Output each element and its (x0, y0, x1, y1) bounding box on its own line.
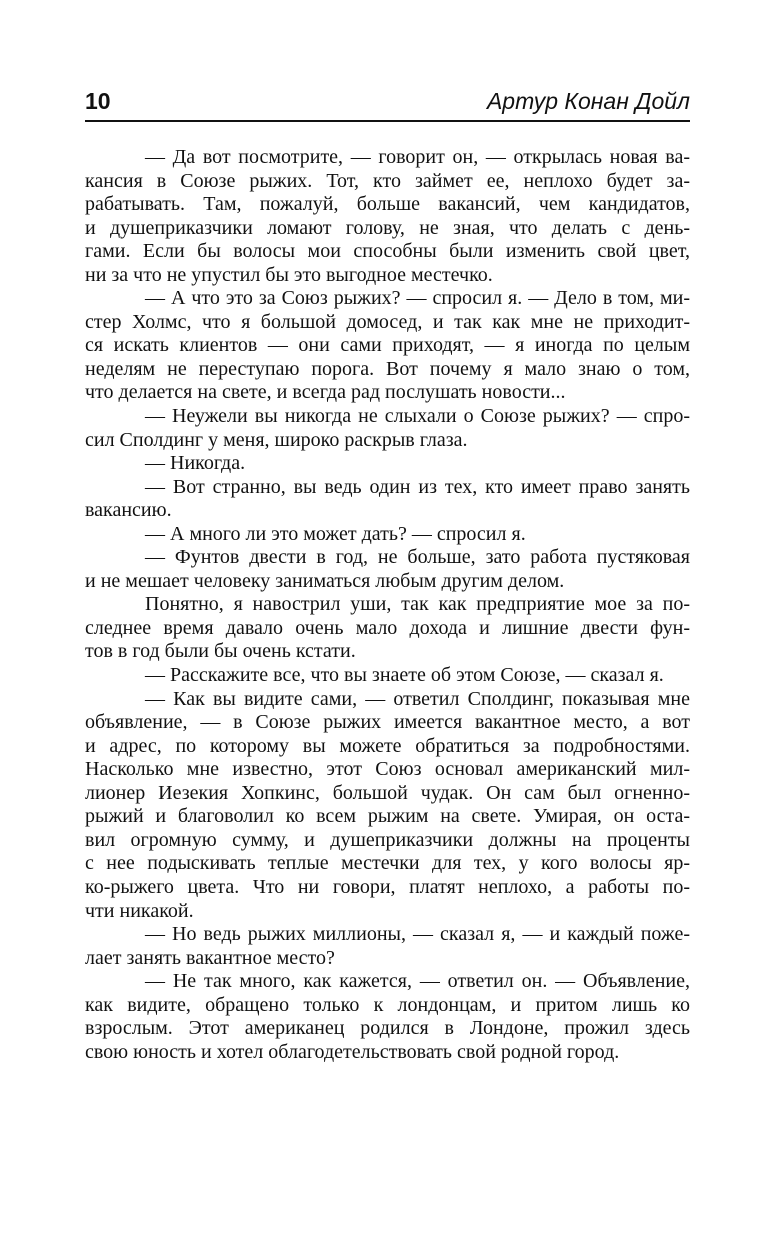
text-line: — Неужели вы никогда не слыхали о Союзе рыжих? — спро- (145, 405, 690, 428)
paragraph (85, 287, 690, 405)
text-line: ко-рыжего цвета. Что ни говори, платят неплохо, а работы по- (85, 875, 690, 898)
text-line: лает занять вакантное место? (85, 946, 335, 969)
running-head-author: Артур Конан Дойл (486, 88, 690, 114)
text-line: с нее подыскивать теплые местечки для тех, у кого волосы яр- (85, 852, 690, 875)
body-text (85, 146, 690, 1064)
text-line: вил огромную сумму, и душеприказчики должны на проценты (85, 828, 690, 851)
paragraph (85, 452, 690, 476)
text-line: Понятно, я навострил уши, так как предприятие мое за по- (145, 593, 690, 616)
paragraph (85, 523, 690, 547)
text-line: объявление, — в Союзе рыжих имеется вакантное место, а вот (85, 711, 690, 734)
text-line: и душеприказчики ломают голову, не зная, что делать с день- (85, 216, 690, 239)
text-line: — Но ведь рыжих миллионы, — сказал я, — и каждый поже- (145, 923, 690, 946)
text-line: — Никогда. (145, 452, 246, 475)
text-line: вакансию. (85, 499, 172, 522)
paragraph (85, 146, 690, 287)
text-line: ни за что не упустил бы это выгодное местечко. (85, 263, 493, 286)
text-line: и не мешает человеку заниматься любым другим делом. (85, 569, 565, 592)
text-line: и адрес, по которому вы можете обратиться за подробностями. (85, 734, 690, 757)
text-line: — Вот странно, вы ведь один из тех, кто имеет право занять (145, 475, 690, 498)
text-line: лионер Иезекия Хопкинс, большой чудак. Он сам был огненно- (85, 781, 690, 804)
text-line: что делается на свете, и всегда рад послушать новости... (85, 381, 566, 404)
text-line: — Фунтов двести в год, не больше, зато работа пустяковая (145, 546, 690, 569)
text-line: — А много ли это может дать? — спросил я. (145, 522, 526, 545)
text-line: тов в год были бы очень кстати. (85, 640, 356, 663)
page-header (85, 88, 690, 120)
paragraph (85, 546, 690, 593)
text-line: следнее время давало очень мало дохода и лишние двести фун- (85, 616, 690, 639)
text-line: чти никакой. (85, 899, 194, 922)
text-line: — Как вы видите сами, — ответил Сполдинг, показывая мне (145, 687, 690, 710)
paragraph (85, 923, 690, 970)
text-line: ся искать клиентов — они сами приходят, — я иногда по целым (85, 334, 690, 357)
text-line: гами. Если бы волосы мои способны были изменить свой цвет, (85, 240, 690, 263)
text-line: — А что это за Союз рыжих? — спросил я. — Дело в том, ми- (145, 287, 690, 310)
text-line: свою юность и хотел облагодетельствовать свой родной город. (85, 1040, 620, 1063)
text-line: взрослым. Этот американец родился в Лондоне, прожил здесь (85, 1017, 690, 1040)
text-line: как видите, обращено только к лондонцам, и притом лишь ко (85, 993, 690, 1016)
paragraph (85, 593, 690, 664)
text-line: кансия в Союзе рыжих. Тот, кто займет ее, неплохо будет за- (85, 169, 690, 192)
paragraph (85, 688, 690, 923)
text-line: сил Сполдинг у меня, широко раскрыв глаза. (85, 428, 468, 451)
text-line: рыжий и благоволил ко всем рыжим на свете. Умирая, он оста- (85, 805, 690, 828)
text-line: неделям не переступаю порога. Вот почему я мало знаю о том, (85, 357, 690, 380)
paragraph (85, 664, 690, 688)
page-number: 10 (85, 88, 111, 114)
text-line: — Не так много, как кажется, — ответил он. — Объявление, (145, 970, 690, 993)
text-line: — Расскажите все, что вы знаете об этом Союзе, — сказал я. (145, 664, 664, 687)
text-line: рабатывать. Там, пожалуй, больше вакансий, чем кандидатов, (85, 193, 690, 216)
paragraph (85, 970, 690, 1064)
paragraph (85, 476, 690, 523)
paragraph (85, 405, 690, 452)
header-rule (85, 120, 690, 122)
text-line: Насколько мне известно, этот Союз основал американский мил- (85, 758, 690, 781)
text-line: — Да вот посмотрите, — говорит он, — открылась новая ва- (145, 146, 690, 168)
text-line: стер Холмс, что я большой домосед, и так как мне не приходит- (85, 310, 690, 333)
